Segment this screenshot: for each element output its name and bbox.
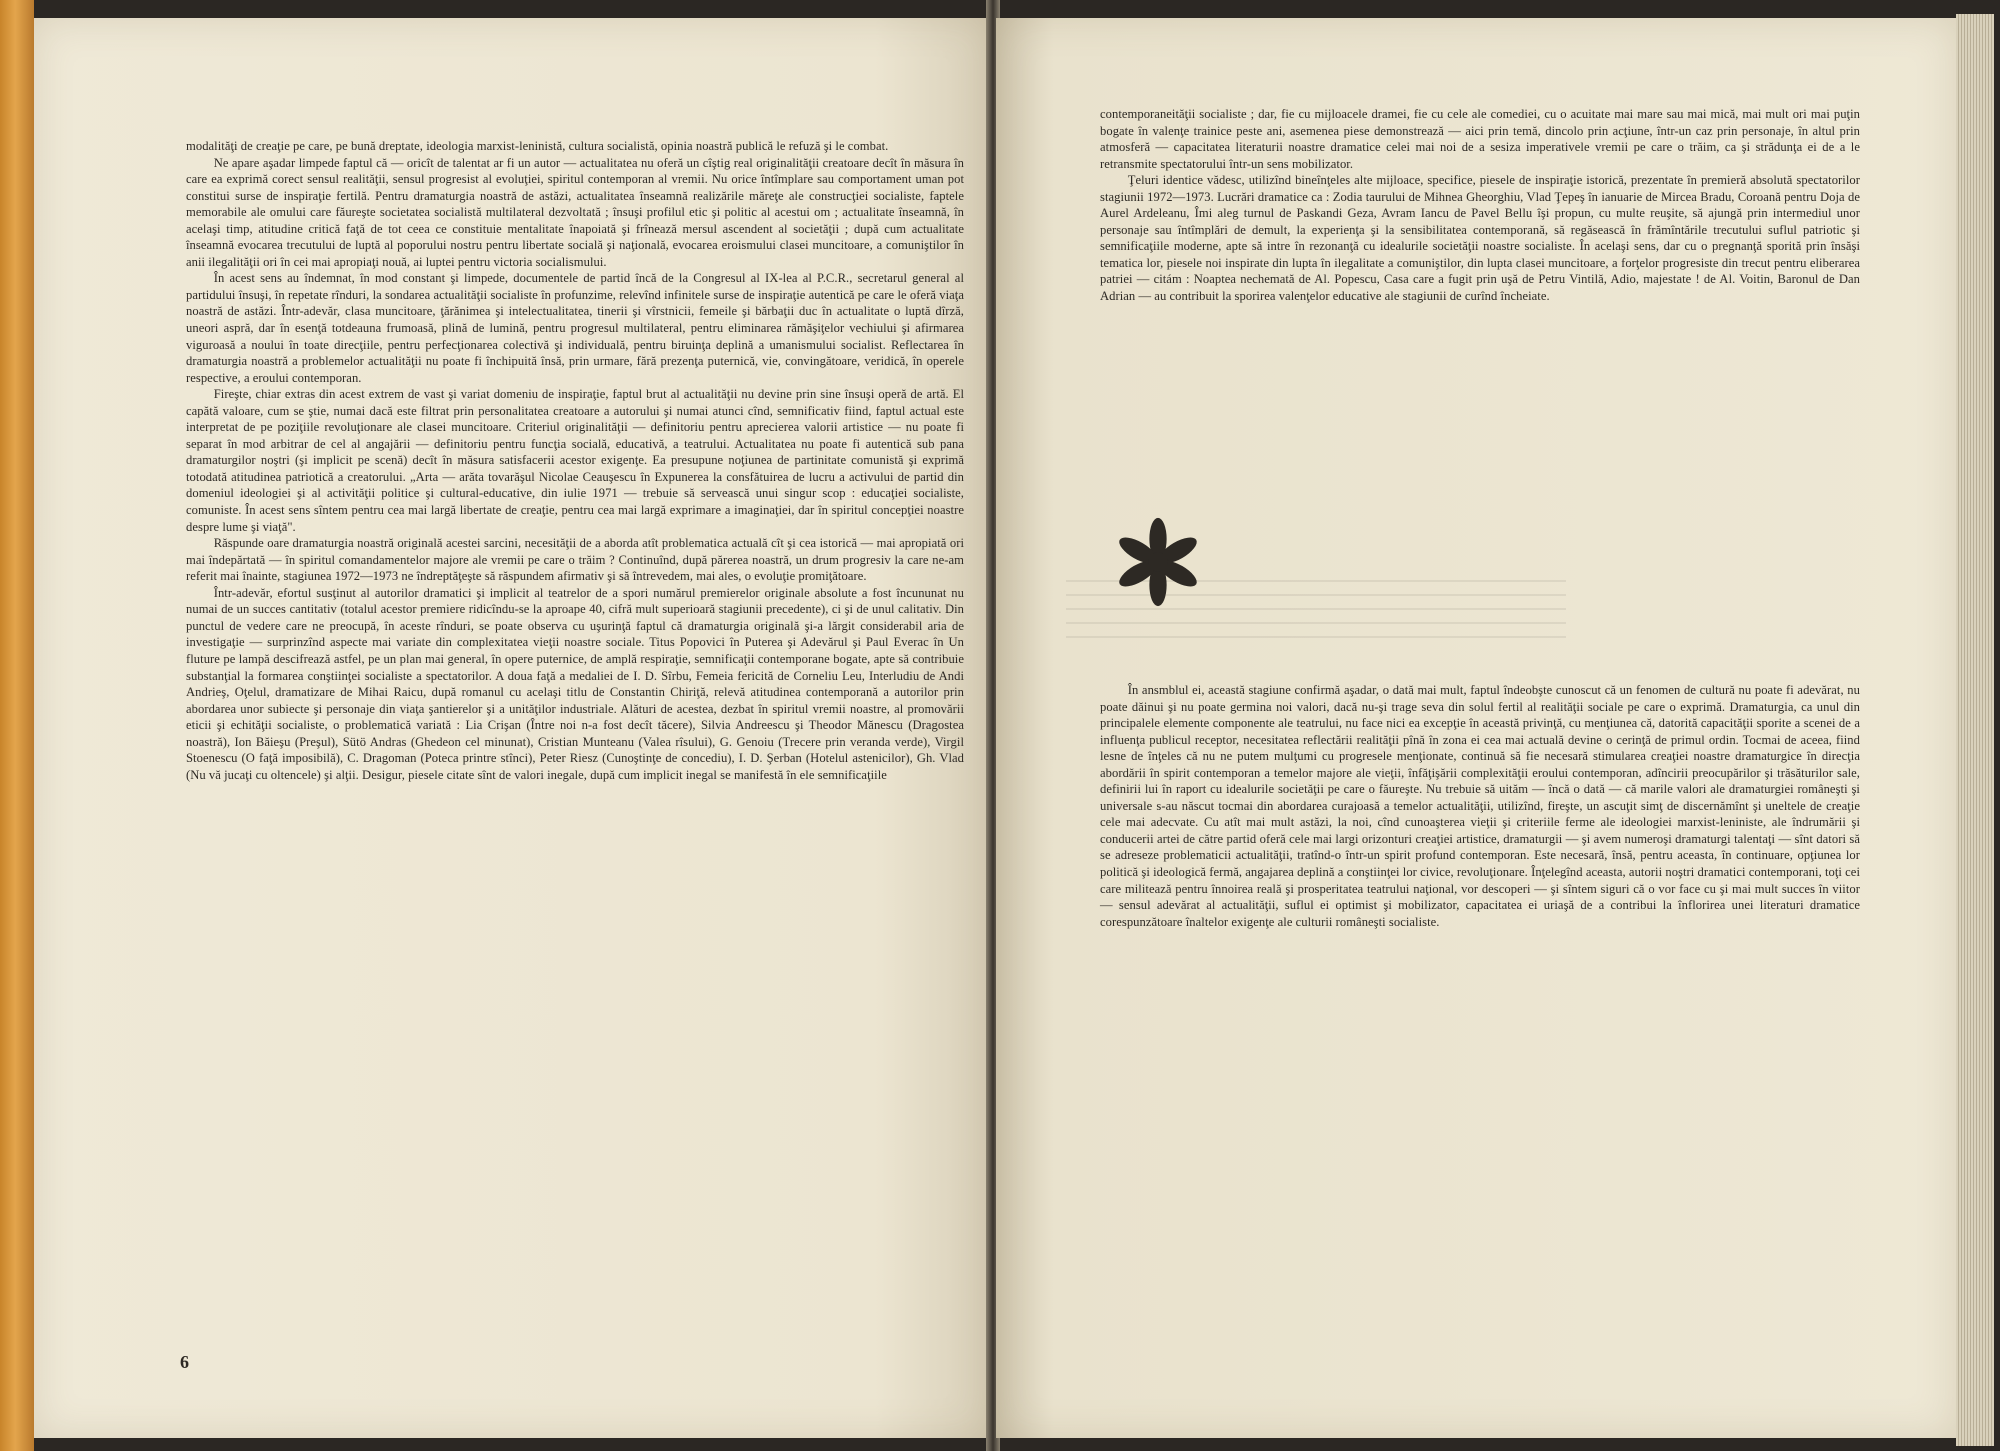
right-page-bottom-text-column bbox=[1100, 682, 1860, 930]
book-page-edges bbox=[1956, 14, 1994, 1446]
book-binding-edge bbox=[0, 0, 34, 1451]
asterisk-ornament-icon bbox=[1110, 514, 1206, 610]
paragraph: Răspunde oare dramaturgia noastră originală acestei sarcini, necesităţii de a aborda atît problematica actuală cît şi cea istorică — mai apropiată ori mai îndepărtată — în spiritul comandamentelor majore ale vremii pe care o trăim ? Continuînd, după părerea noastră, un drum progresiv la care ne-am referit mai înainte, stagiunea 1972—1973 ne îndreptăţeşte să răspundem afirmativ şi să întrevedem, mai ales, o evoluţie promiţătoare. bbox=[186, 536, 964, 584]
paragraph: Într-adevăr, efortul susţinut al autorilor dramatici şi implicit al teatrelor de a spori numărul premierelor originale absolute a fost încununat nu numai de un succes cantitativ (totalul acestor premiere ridicîndu-se la aproape 40, cifră mult superioară stagiunii precedente), ci şi de unul calitativ. Din punctul de vedere care ne preocupă, în aceste rînduri, se poate observa cu uşurinţă faptul că dramaturgia originală şi-a lărgit considerabil aria de investigaţie — surprinzînd aspecte mai variate din complexitatea vieţii noastre sociale. Titus Popovici în Puterea şi Adevărul şi Paul Everac în Un fluture pe lampă descifrează astfel, pe un plan mai general, în opere puternice, de amplă respiraţie, semnificaţii contemporane bogate, apte să contribuie substanţial la formarea conştiinţei socialiste a spectatorilor. A doua faţă a medaliei de I. D. Sîrbu, Femeia fericită de Corneliu Leu, Interludiu de Andi Andrieş, Oţelul, dramatizare de Mihai Raicu, după romanul cu acelaşi titlu de Constantin Chiriţă, relevă atitudinea contemporană a autorilor prin abordarea unor subiecte şi personaje din viaţa şantierelor şi a unităţilor industriale. Alături de acestea, dezbat în spiritul vremii noastre, al promovării eticii şi echităţii socialiste, o problematică variată : Lia Crişan (Între noi n-a fost decît tăcere), Silvia Andreescu şi Theodor Mănescu (Dragostea noastră), Ion Băieşu (Preşul), Sütö Andras (Ghedeon cel minunat), Cristian Munteanu (Valea rîsului), G. Genoiu (Trecere prin veranda verde), Virgil Stoenescu (O faţă imposibilă), C. Dragoman (Poteca printre stînci), Peter Riesz (Cunoştinţe de concediu), I. D. Şerban (Hotelul astenicilor), Gh. Vlad (Nu vă jucaţi cu oltencele) şi alţii. Desigur, piesele citate sînt de valori inegale, după cum implicit inegal se manifestă în ele semnificaţiile bbox=[186, 585, 964, 782]
right-page-top-text-column bbox=[1100, 106, 1860, 305]
paragraph: În acest sens au îndemnat, în mod constant şi limpede, documentele de partid încă de la Congresul al IX-lea al P.C.R., secretarul general al partidului însuşi, în repetate rînduri, la sondarea actualităţii socialiste în profunzime, relevînd infinitele surse de inspiraţie autentică pe care le oferă viaţa noastră de astăzi. Într-adevăr, clasa muncitoare, ţărănimea şi intelectualitatea, tinerii şi vîrstnicii, femeile şi bărbaţii duc în actualitate o luptă dîrză, uneori aspră, dar în esenţă totdeauna frumoasă, plină de lumină, pentru progresul multilateral, pentru eliminarea rămăşiţelor vechiului şi afirmarea viguroasă a noului în toate direcţiile, pentru perfecţionarea colectivă şi individuală, pentru biruinţa deplină a umanismului socialist. Reflectarea în dramaturgia noastră a problemelor actualităţii nu poate fi închipuită însă, prin urmare, fără prezenţa puternică, vie, convingătoare, veridică, în operele respective, a eroului contemporan. bbox=[186, 271, 964, 385]
left-page bbox=[34, 18, 990, 1438]
paragraph: Ne apare aşadar limpede faptul că — oricît de talentat ar fi un autor — actualitatea nu oferă un cîştig real originalităţii creatoare decît în măsura în care ea exprimă corect sensul realităţii, sensul progresist al evoluţiei, spiritul contemporan al vremii. Nu orice întîmplare sau comportament uman pot constitui surse de inspiraţie fertilă. Pentru dramaturgia noastră de astăzi, actualitatea înseamnă realizările măreţe ale construcţiei socialiste, faptele memorabile ale omului care făureşte societatea socialistă multilateral dezvoltată ; însuşi profilul etic şi politic al acestui om ; actualitate înseamnă, în acelaşi timp, atitudine critică faţă de tot ceea ce constituie mentalitate înapoiată şi frînează mersul ascendent al societăţii ; după cum actualitate înseamnă evocarea trecutului de luptă al poporului nostru pentru libertate socială şi naţională, evocarea eroismului clasei muncitoare, a comuniştilor în anii ilegalităţii ori în cei mai apropiaţi nouă, ai luptei pentru victoria socialismului. bbox=[186, 155, 964, 269]
right-page bbox=[996, 18, 1956, 1438]
left-page-text-column bbox=[186, 138, 964, 783]
paragraph: În ansmblul ei, această stagiune confirmă aşadar, o dată mai mult, faptul îndeobşte cunoscut că un fenomen de cultură nu poate fi adevărat, nu poate dăinui şi nu poate germina noi valori, dacă nu-şi trage seva din solul fertil al realităţii sociale pe care o exprimă. Dramaturgia, ca unul din principalele elemente componente ale teatrului, nu face nici ea excepţie în această privinţă, cu menţiunea că, datorită capacităţii sporite a scenei de a influenţa publicul receptor, necesitatea reflectării realităţii pînă în zona ei cea mai actuală devine o cerinţă de primul ordin. Tocmai de aceea, fiind lesne de înţeles că nu ne putem mulţumi cu progresele menţionate, continuă să fie necesară stimularea creaţiei noastre dramaturgice în direcţia abordării în spirit contemporan a temelor majore ale vieţii, înfăţişării complexităţii eroului contemporan, adîncirii preocupărilor şi trăsăturilor sale, definirii lui în raport cu idealurile societăţii pe care o făureşte. Nu trebuie să uităm — încă o dată — că marile valori ale dramaturgiei româneşti şi universale s-au născut tocmai din abordarea curajoasă a temelor actualităţii, utilizînd, fireşte, un ascuţit simţ de discernămînt şi uneltele de creaţie cele mai adecvate. Cu atît mai mult astăzi, la noi, cînd cunoaşterea vieţii şi criteriile ferme ale ideologiei marxist-leniniste, ale îndrumării şi conducerii artei de către partid oferă cele mai largi orizonturi creaţiei artistice, dramaturgii — şi avem numeroşi dramaturgi talentaţi — sînt datori să se adreseze problematicii actualităţii, tratînd-o într-un spirit profund contemporan. Este necesară, însă, pentru aceasta, în continuare, opţiunea lor politică şi ideologică fermă, angajarea deplină a conştiinţei lor civice, revoluţionare. Înţelegînd aceasta, autorii noştri dramatici contemporani, toţi cei care militează pentru înnoirea reală şi prosperitatea teatrului naţional, vor descoperi — şi sîntem siguri că o vor face cu şi mai mult succes în viitor — sensul adevărat al actualităţii, suflul ei optimist şi mobilizator, capacitatea ei uriaşă de a contribui la înflorirea unei literaturi dramatice corespunzătoare înaltelor exigenţe ale culturii româneşti socialiste. bbox=[1100, 683, 1860, 929]
page-number: 6 bbox=[180, 1352, 189, 1372]
paragraph: Ţeluri identice vădesc, utilizînd bineînţeles alte mijloace, specifice, piesele de inspiraţie istorică, prezentate în premieră absolută spectatorilor stagiunii 1972—1973. Lucrări dramatice ca : Zodia taurului de Mihnea Gheorghiu, Vlad Ţepeş în ianuarie de Mircea Bradu, Coroană pentru Doja de Aurel Ardeleanu, Îmi aleg turnul de Paskandi Geza, Avram Iancu de Pavel Bellu îşi propun, cu multe reuşite, să ajungă prin intermediul unor personaje sau întîmplări de demult, la experienţa şi la sensibilitatea contemporană, să regăsească în frămîntările trecutului suflul patriotic şi semnificaţiile moderne, apte să intre în rezonanţă cu idealurile societăţii noastre socialiste. În acelaşi sens, dar cu o pregnanţă sporită prin însăşi tematica lor, piesele noi inspirate din lupta în ilegalitate a comuniştilor, din lupta clasei muncitoare, a forţelor progresiste din trecut pentru eliberarea patriei — citám : Noaptea nechemată de Al. Popescu, Casa care a fugit prin uşă de Petru Vintilă, Adio, majestate ! de Al. Voitin, Baronul de Dan Adrian — au contribuit la sporirea valenţelor educative ale stagiunii de curînd încheiate. bbox=[1100, 173, 1860, 304]
paragraph: contemporaneităţii socialiste ; dar, fie cu mijloacele dramei, fie cu cele ale comediei, cu o acuitate mai mare sau mai mică, mai mult ori mai puţin bogate în valenţe trainice peste ani, asemenea piese demonstrează — aici prin temă, dincolo prin acţiune, într-un caz prin personaje, în altul prin atmosferă — capacitatea literaturii noastre dramatice celei mai noi de a sesiza imperativele vremii pe care o trăim, ca şi strădunţa ei de a le retransmite spectatorului într-un sens mobilizator. bbox=[1100, 107, 1860, 171]
paragraph: Fireşte, chiar extras din acest extrem de vast şi variat domeniu de inspiraţie, faptul brut al actualităţii nu devine prin sine însuşi operă de artă. El capătă valoare, cum se ştie, numai dacă este filtrat prin personalitatea creatoare a autorului şi numai atunci cînd, semnificativ fiind, faptul actual este interpretat de pe poziţiile revoluţionare ale clasei muncitoare. Criteriul originalităţii — definitoriu pentru aprecierea valorii artistice — nu poate fi separat în mod arbitrar de cel al angajării — definitoriu pentru funcţia socială, educativă, a teatrului. Actualitatea nu poate fi autentică sub pana dramaturgilor noştri (şi implicit pe scenă) decît în măsura satisfacerii acestor exigenţe. Ea presupune noţiunea de partinitate comunistă şi exprimă totodată atitudinea patriotică a creatorului. „Arta — arăta tovarăşul Nicolae Ceauşescu în Expunerea la consfătuirea de lucru a activului de partid din domeniul ideologiei şi al activităţii politice şi cultural-educative, din iulie 1971 — trebuie să servească unui singur scop : educaţiei socialiste, comuniste. În acest sens sîntem pentru cea mai largă libertate de creaţie, pentru cea mai largă exprimare a imaginaţiei, dar în spiritul concepţiei noastre despre lume şi viaţă". bbox=[186, 387, 964, 534]
paragraph: modalităţi de creaţie pe care, pe bună dreptate, ideologia marxist-leninistă, cultura socialistă, opinia noastră publică le refuză şi le combat. bbox=[186, 139, 889, 153]
